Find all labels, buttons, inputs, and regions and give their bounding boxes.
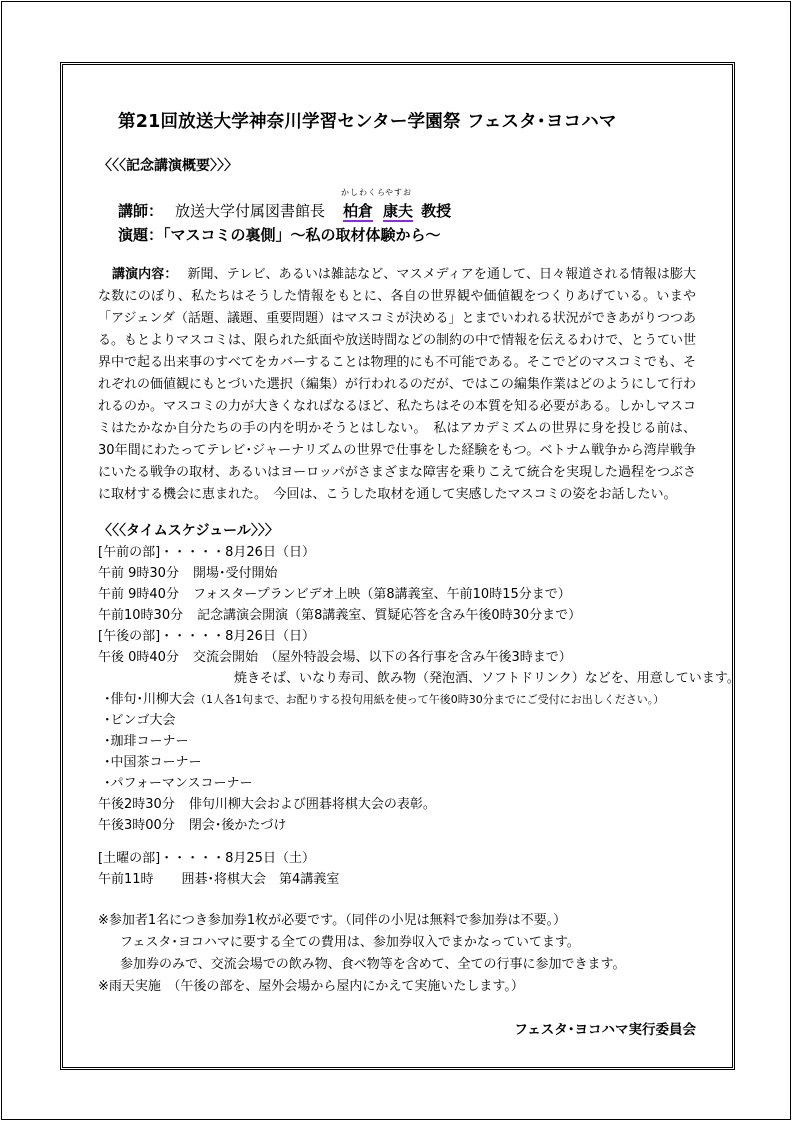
schedule-row [98, 815, 286, 836]
theme-text: 「マスコミの裏側」～私の取材体験から～ [163, 226, 441, 244]
schedule-time: 午前 9時30分 [98, 566, 179, 581]
schedule-desc: 俳句川柳大会および囲碁将棋大会の表彰。 [188, 797, 436, 812]
note-line: フェスタ･ヨコハマに要する全ての費用は、参加券収入でまかなっていてます。 [120, 935, 580, 950]
lecturer-label: 講師： [118, 202, 164, 220]
schedule-desc: 交流会開始 （屋外特設会場、以下の各行事を含み午後3時まで） [192, 650, 572, 665]
schedule-row [98, 794, 436, 815]
lecture-content [98, 264, 696, 506]
lecturer-given-name [383, 188, 414, 221]
morning-header: [午前の部]・・・・・8月26日（日） [98, 545, 315, 560]
saturday-header: [土曜の部]・・・・・8月25日（土） [98, 851, 315, 866]
content-label: 講演内容： [112, 267, 178, 282]
event-item: ･中国茶コーナー [104, 755, 202, 770]
event-name: ･俳句･川柳大会 [104, 692, 196, 707]
schedule-time: 午前10時30分 [98, 608, 184, 623]
lecture-section-heading: 〈〈〈記念講演概要〉〉〉 [98, 158, 238, 174]
schedule-row [98, 869, 339, 890]
lecturer-line [118, 188, 452, 221]
document-title: 第21回放送大学神奈川学習センター学園祭 フェスタ･ヨコハマ [118, 112, 617, 132]
given-name-text: 康夫 [383, 202, 414, 220]
note-line: 参加券のみで、交流会場での飲み物、食べ物等を含めて、全ての行事に参加できます。 [120, 957, 626, 972]
schedule-row [98, 584, 571, 605]
note-line: ※雨天実施 （午後の部を、屋外会場から屋内にかえて実施いたします。） [98, 979, 524, 994]
schedule-row [98, 605, 581, 626]
schedule-time: 午後3時00分 [98, 818, 175, 833]
schedule-desc: フォスタープランビデオ上映（第8講義室、午前10時15分まで） [192, 587, 571, 602]
event-item: ･珈琲コーナー [104, 734, 189, 749]
schedule-row [98, 647, 572, 668]
lecturer-title: 教授 [421, 202, 452, 220]
schedule-desc: 開場･受付開始 [192, 566, 278, 581]
schedule-heading: 〈〈〈タイムスケジュール〉〉〉 [98, 523, 279, 539]
schedule-desc: 閉会･後かたづけ [188, 818, 287, 833]
event-note: （1人各1句まで、お配りする投句用紙を使って午後0時30分までにご受付にお出しください。） [195, 693, 665, 706]
afternoon-food: 焼きそば、いなり寿司、飲み物（発泡酒、ソフトドリンク）などを、用意しています。 [234, 671, 740, 686]
theme-line [118, 224, 441, 245]
note-line: ※参加者1名につき参加券1枚が必要です。（同伴の小児は無料で参加券は不要。） [98, 913, 567, 928]
event-item: ･パフォーマンスコーナー [104, 776, 253, 791]
schedule-time: 午前11時 [98, 872, 154, 887]
lecturer-affiliation: 放送大学付属図書館長 [175, 202, 326, 220]
schedule-desc: 囲碁･将棋大会 第4講義室 [181, 872, 340, 887]
content-text: 新聞、テレビ、あるいは雑誌など、マスメディアを通して、日々報道される情報は膨大な数にのぼり、私たちはそうした情報をもとに、各自の世界観や価値観をつくりあげている。いまや「アジェンダ（話題、議題、重要問題）はマスコミが決める」とまでいわれる状況ができあがりつつある。もとよりマスコミは、限られた紙面や放送時間などの制約の中で情報を伝えるわけで、とうてい世界中で起る出来事のすべてをカバーすることは物理的にも不可能である。そこでどのマスコミでも、それぞれの価値観にもとづいた選択（編集）が行われるのだが、ではこの編集作業はどのようにして行われるのか。マスコミの力が大きくなればなるほど、私たちはその本質を知る必要がある。しかしマスコミはたかなか自分たちの手の内を明かそうとはしない。 私はアカデミズムの世界に身を投じる前は、30年間にわたってテレビ･ジャーナリズムの世界で仕事をした経験をもつ。ベトナム戦争から湾岸戦争にいたる戦争の取材、あるいはヨーロッパがさまざまな障害を乗りこえて統合を実現した過程をつぶさに取材する機会に恵まれた。 今回は、こうした取材を通して実感したマスコミの姿をお話したい。 [98, 267, 697, 502]
lecturer-family-name [341, 188, 387, 221]
schedule-desc: 記念講演会開演（第8講義室、質疑応答を含み午後0時30分まで） [197, 608, 582, 623]
family-name-text: 柏倉 [343, 202, 374, 220]
schedule-row [98, 563, 277, 584]
given-name-reading: やすお [385, 188, 413, 197]
schedule-time: 午前 9時40分 [98, 587, 179, 602]
schedule-time: 午後2時30分 [98, 797, 175, 812]
theme-label: 演題： [118, 226, 164, 244]
afternoon-header: [午後の部]・・・・・8月26日（日） [98, 629, 315, 644]
organizer-signature: フェスタ･ヨコハマ実行委員会 [514, 1022, 696, 1038]
event-item: ･ビンゴ大会 [104, 713, 176, 728]
event-item [104, 689, 664, 710]
family-name-reading: かしわくら [341, 188, 387, 197]
schedule-time: 午後 0時40分 [98, 650, 179, 665]
